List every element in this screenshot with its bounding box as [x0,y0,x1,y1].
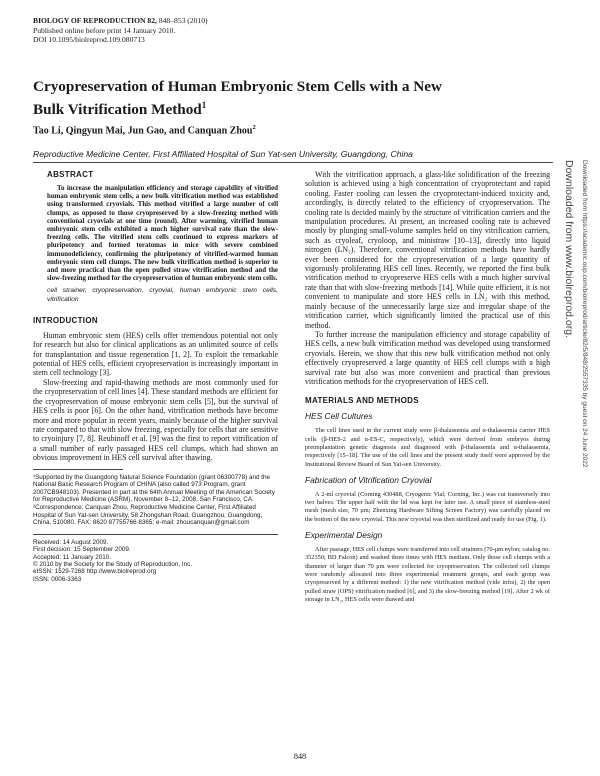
watermark-biolreprod: Downloaded from www.biolreprod.org. [563,160,575,339]
received-dates [33,539,278,583]
fabrication-text: A 2-ml cryovial (Corning 430488, Cryogenic Vial; Corning, Inc.) was cut transversely into two halves. The upper half with the lid was kept for later use. A small piece of stainless-steel mesh (mesh size, 70 μm; Zhenxing Hardware Sifting Screen Factory) was carefully placed on the bottom of the new cryovial. This new cryovial was then sterilized and ready for use (Fig. 1). [305,490,550,523]
vitrification-paragraph-1: With the vitrification approach, a glass-like solidification of the freezing solution is achieved using a high concentration of cryoprotectant and rapid cooling. Faster cooling can lessen the cryoprotectant-induced toxicity and, accordingly, is directly related to the efficiency of cryopreservation. The cooling rate is decided mainly by the structure of vitrification carriers and the manipulation procedures. At present, an increased cooling rate is achieved mostly by plunging small-volume samples held on tiny vitrification carriers, such as cryoleaf, cryoloop, and ministraw [10–13], directly into liquid nitrogen (LN₂). Therefore, conventional vitrification methods have hardly ever been considered for the cryopreservation of a large quantity of vigorously proliferating HES cell lines. Recently, we reported the first bulk vitrification method to cryopreserve HES cells with a much higher survival rate than that with slow-freezing methods [14]. While quite efficient, it is not convenient to manipulate and store HES cells in LN₂ with this method, mainly because of the unnecessarily large size and irregular shape of the vitrification carrier, which significantly limited the practical use of this method. [305,170,550,330]
published-line: Published online before print 14 January 2010. [33,25,176,35]
watermark-academic: Downloaded from https://academic.oup.com/biolreprod/article/82/5/848/2557335 by guest on 24 June 2022 [581,160,588,468]
introduction-heading: INTRODUCTION [33,315,98,325]
eissn-line: eISSN: 1529-7268 http://www.biolreprod.org [33,568,157,576]
footnote-funding: ¹Supported by the Guangdong Natural Science Foundation (grant 06300778) and the National Basic Research Program of CHINA (also called 973 Program, grant 2007CB948103). Presented in part at the 64th Annual Meeting of the American Society for Reproductive Medicine (ASRM), November 8–12, 2008, San Francisco, CA. [33,473,275,504]
introduction-paragraph-1: Human embryonic stem (HES) cells offer tremendous potential not only for research but also for clinical applications as an unlimited source of cells for transplantation and tissue regeneration [1, 2]. To exploit the remarkable potential of HES cells, efficient cryopreservation is increasingly important in stem cell technology [3]. [33,330,278,378]
journal-name: BIOLOGY OF REPRODUCTION [33,16,146,25]
author-names: Tao Li, Qingyun Mai, Jun Gao, and Canquan Zhou [33,125,253,137]
copyright-line: © 2010 by the Society for the Study of Reproduction, Inc. [33,560,193,568]
introduction-paragraph-2: Slow-freezing and rapid-thawing methods are most commonly used for the cryopreservation of cell lines [4]. These standard methods are efficient for the cryopreservation of mouse embryonic stem cells [5], but the survival of HES cells is poor [6]. On the other hand, vitrification methods have become more and more popular in recent years, mainly because of the higher survival rate compared to that with slow freezing, especially for cells that are sensitive to cryoinjury [7, 8]. Reubinoff et al. [9] was the first to report vitrification of a small number of early passaged HES cell clumps, which had shown an obvious improvement in HES cell survival after thawing. [33,377,278,463]
abstract-text: To increase the manipulation efficiency and storage capability of vitrified human embryonic stem cells, a new bulk vitrification method was established using transformed cryovials. This method vitrified a large number of cell clumps, as opposed to those cryopreserved by a slow-freezing method with conventional cryovials at one time (round). After warming, vitrified human embryonic stem cells exhibited a much higher survival rate than the slow-freezing cells. The vitrified stem cells continued to express markers of pluripotency and formed teratomas in mice with severe combined immunodeficiency, confirming the pluripotency of vitrified-warmed human embryonic stem cell clumps. The new bulk vitrification method is superior to and more practical than the open pulled straw vitrification method and the slow-freezing method for the cryopreservation of human embryonic stem cells. [47,185,278,283]
abstract-block [33,170,278,304]
experimental-design-text: After passage, HES cell clumps were transferred into cell strainers (70-μm nylon; catalog no. 352350; BD Falcon) and washed three times with HES medium. Only those cell clumps with a diameter of larger than 70 μm were collected for cryopreservation. The collected cell clumps were randomly allocated into three experimental treatment groups, and each group was cryopreserved by a different method: 1) the new vitrification method (vide infra), 2) the open pulled straw (OPS) vitrification method [6], and 3) the slow-freezing method [19]. After 2 wk of storage in LN₂, HES cells were thawed and [305,546,550,603]
right-column [305,170,550,604]
download-watermark [578,160,596,620]
keywords: cell strainer, cryopreservation, cryovial, human embryonic stem cells, vitrification [47,287,278,303]
footnote-divider [33,469,123,470]
hes-cultures-text: The cell lines used in the current study were β-thalassemia and α-thalassemia carrier HES cells (β-HES-2 and α-ES-C, respectively), which were derived from embryos during preimplantation genetic diagnosis and diagnosed with β-thalassemia and α-thalassemia, respectively [15–18]. The use of the cell lines and the present study itself were approved by the Institutional Review Board of Sun Yat-sen University. [305,427,550,468]
author-list [33,124,256,136]
journal-volume: 82, [147,16,157,25]
header-divider [33,162,553,163]
methods-heading: MATERIALS AND METHODS [305,396,419,406]
received-divider [33,534,278,535]
title-footnote-mark: 1 [201,100,207,110]
issn-line: ISSN: 0006-3363 [33,575,82,583]
vitrification-paragraph-2: To further increase the manipulation efficiency and storage capability of HES cells, a new bulk vitrification method was developed using transformed cryovials. Herein, we show that this new bulk vitrification method not only effectively cryopreserved a large quantity of HES cell clumps with a high survival rate but also was more convenient and practical than previous vitrification methods for the cryopreservation of HES cell. [305,329,550,386]
experimental-design-heading: Experimental Design [305,530,383,541]
journal-header [33,16,208,45]
left-column [33,170,278,583]
article-title-text: Cryopreservation of Human Embryonic Stem Cells with a New Bulk Vitrification Method [33,78,442,119]
hes-cultures-heading: HES Cell Cultures [305,411,373,422]
accepted-date: Accepted: 11 January 2010. [33,553,111,561]
affiliation: Reproductive Medicine Center, First Affiliated Hospital of Sun Yat-sen University, Guangdong, China [33,149,413,159]
first-decision-date: First decision: 15 September 2009. [33,546,131,554]
received-date: Received: 14 August 2009. [33,538,109,546]
footnote-correspondence: ²Correspondence: Canquan Zhou, Reproductive Medicine Center, First Affiliated Hospital of Sun Yat-sen University, 58 Zhongshan Road, Guangzhou, Guangdong, China, 510080. FAX: 8620 87755766 8365; e-mail: zhoucanquan@gmail.com [33,503,263,527]
author-footnote-mark: 2 [252,124,256,131]
abstract-heading: ABSTRACT [47,170,94,179]
fabrication-heading: Fabrication of Vitrification Cryovial [305,474,432,485]
page-number: 848 [293,752,307,761]
journal-pages: 848–853 (2010) [158,16,208,25]
article-title [33,78,473,119]
download-watermark-large [562,160,578,620]
doi-line: DOI 10.1095/biolreprod.109.080713 [33,35,145,45]
